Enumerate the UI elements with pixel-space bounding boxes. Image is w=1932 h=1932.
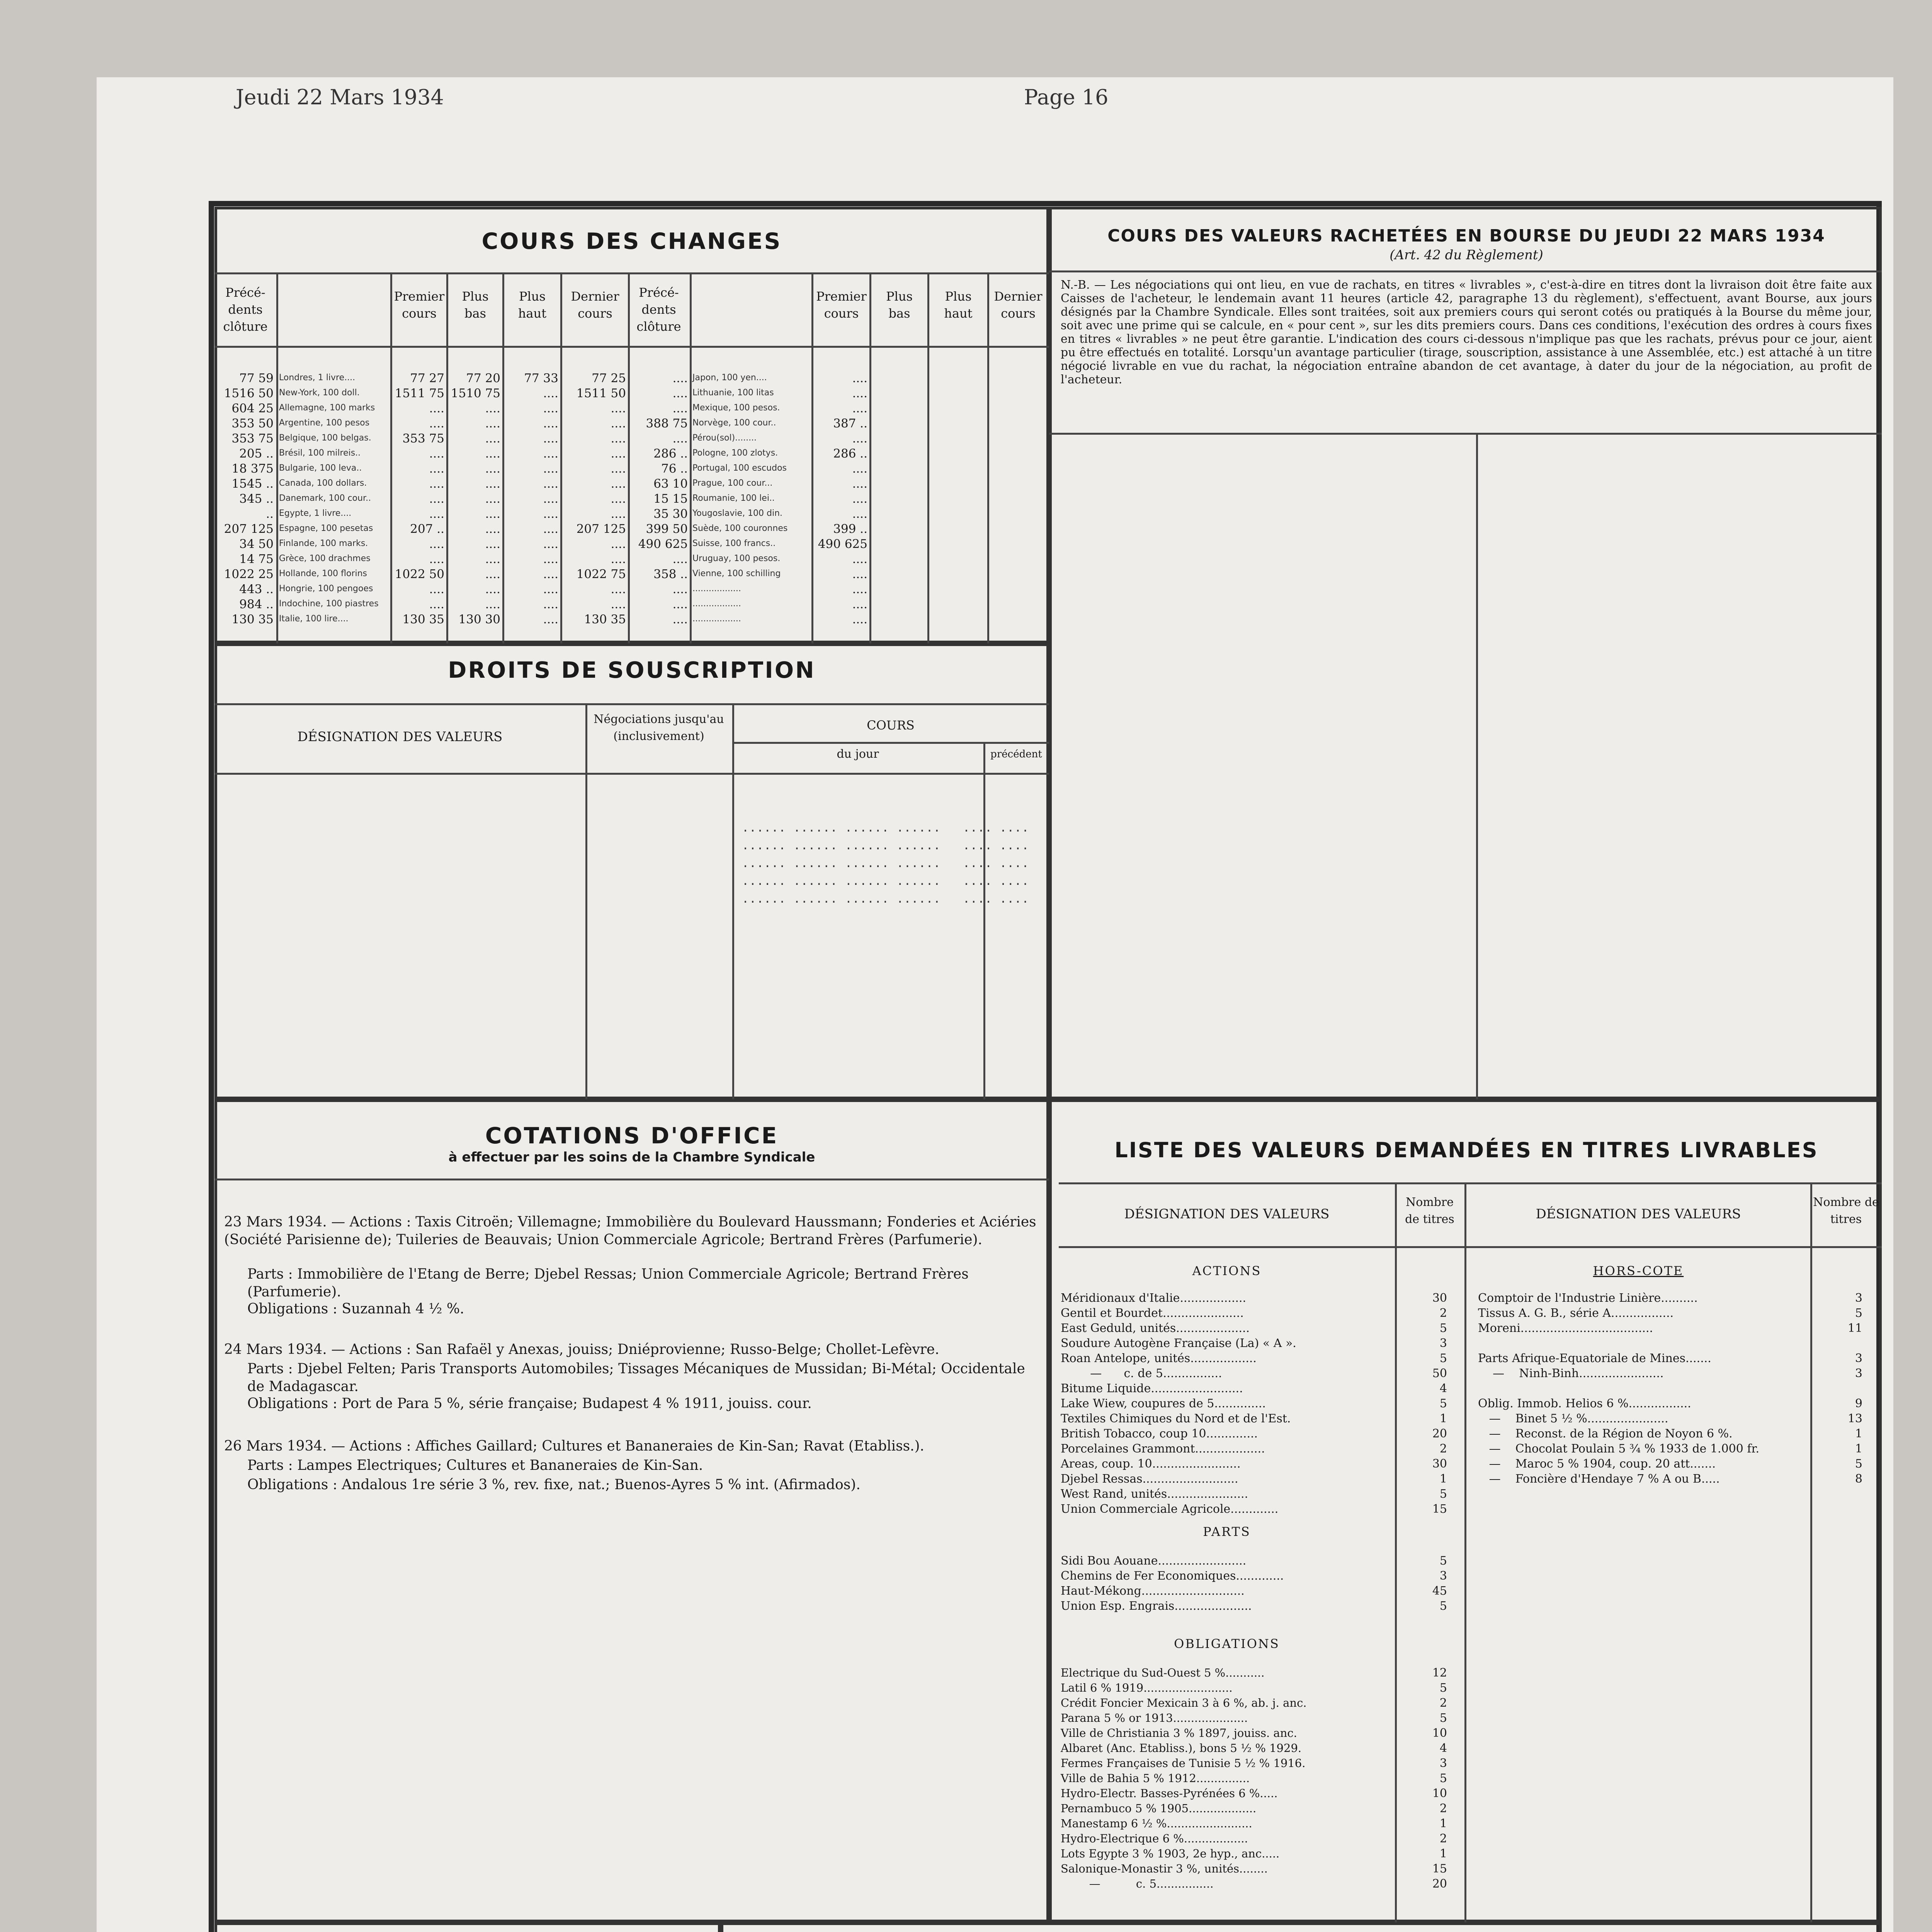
liste-hors-names: Comptoir de l'Industrie Linière.......... Tissus A. G. B., série A................. Moreni.................................... Parts Afrique-Equatoriale de Mines....... — Ninh-Binh....................... Oblig. Immob. Helios 6 %................. — Binet 5 ½ %...................... — Reconst. de la Région de Noyon 6 %. — Chocolat Poulain 5 ¾ % 1933 de 1.000 fr. — Maroc 5 % 1904, coup. 20 att....... — Foncière d'Hendaye 7 % A ou B.....: [1478, 1291, 1760, 1486]
liste-sec-actions: ACTIONS: [1192, 1264, 1262, 1278]
changes-col-low: Plus bas: [462, 289, 489, 321]
rachetees-note: N.-B. — Les négociations qui ont lieu, en vue de rachats, en titres « livrables », c'est-à-dire en titres dont la livraison doit être faite aux Caisses de l'acheteur, le lendemain avant 11 heures (article 42, paragraphe 13 du règlement), s'effectuent, avant Bourse, aux jours désignés par la Chambre Syndicale. Elles sont traitées, soit aux premiers cours qui seront cotés ou pratiqués à la Bourse du même jour, soit avec une prime qui se calcule, en « pour cent », sur les dits premiers cours. Dans ces conditions, l'exécution des ordres à cours fixes en titres « livrables » ne peut être garantie. L'indication des cours ci-dessous n'implique pas que les rachats, prévus pour ce jour, aient pu être effectués en totalité. Lorsqu'un avantage particulier (tirage, souscription, assistance à une Assemblée, etc.) est attaché à un titre négocié livrable en vue du rachat, la négociation entraîne abandon de cet avantage, à dater du jour de la négociation, au profit de l'acheteur.: [1061, 278, 1872, 386]
droits-col-cours: COURS: [867, 718, 915, 733]
liste-title: LISTE DES VALEURS DEMANDÉES EN TITRES LIVRABLES: [1114, 1138, 1818, 1162]
droits-col-jour: du jour: [837, 747, 879, 761]
droits-col-nego: Négociations jusqu'au (inclusivement): [594, 713, 724, 743]
changes-first-right: .... .... .... 387 .. .... 286 .. .... .... .... .... 399 .. 490 625 .... .... .... .... ....: [818, 371, 867, 626]
offertes-box: [721, 1922, 1882, 1932]
rachetees-subtitle: (Art. 42 du Règlement): [1389, 247, 1543, 263]
changes-col-last: Dernier cours: [571, 289, 619, 321]
cotations-title: COTATIONS D'OFFICE: [485, 1122, 779, 1149]
liste-oblig-vals: 12 5 2 5 10 4 3 5 10 2 1 2 1 15 20: [1432, 1666, 1447, 1891]
changes-col-low2: Plus bas: [886, 289, 913, 321]
rachetees-title: COURS DES VALEURS RACHETÉES EN BOURSE DU JEUDI 22 MARS 1934: [1107, 226, 1825, 246]
droits-col-designation: DÉSIGNATION DES VALEURS: [297, 729, 503, 745]
cotations-p4: 24 Mars 1934. — Actions : San Rafaël y Anexas, jouiss; Dniéprovienne; Russo-Belge; Chollet-Lefèvre.: [224, 1342, 939, 1357]
liste-col-desig-left: DÉSIGNATION DES VALEURS: [1124, 1206, 1330, 1222]
changes-names-right: Japon, 100 yen.... Lithuanie, 100 litas Mexique, 100 pesos. Norvège, 100 cour.. Pérou(sol)........ Pologne, 100 zlotys. Portugal, 100 escudos Prague, 100 cour... Roumanie, 100 lei.. Yougoslavie, 100 din. Suède, 100 couronnes Suisse, 100 francs.. Uruguay, 100 pesos. Vienne, 100 schilling .................. .................. ..................: [692, 373, 788, 624]
liste-actions-names: Méridionaux d'Italie.................. Gentil et Bourdet...................... East Geduld, unités.................... Soudure Autogène Française (La) « A ». Roan Antelope, unités.................. — c. de 5................ Bitume Liquide......................... Lake Wiew, coupures de 5.............. Textiles Chimiques du Nord et de l'Est. British Tobacco, coup 10.............. Porcelaines Grammont................... Areas, coup. 10........................ Djebel Ressas.......................... West Rand, unités...................... Union Commerciale Agricole.............: [1061, 1291, 1296, 1516]
header-page: Page 16: [1024, 85, 1109, 109]
cotations-subtitle: à effectuer par les soins de la Chambre Syndicale: [448, 1150, 815, 1165]
liste-sec-hors: HORS-COTE: [1593, 1264, 1684, 1278]
changes-last-left: 77 25 1511 50 .... .... .... .... .... .... .... .... 207 125 .... .... 1022 75 .... .... 130 35: [576, 371, 626, 626]
changes-prev-left: 77 59 1516 50 604 25 353 50 353 75 205 .. 18 375 1545 .. 345 .. .. 207 125 34 50 14 75 1022 25 443 .. 984 .. 130 35: [224, 371, 274, 626]
liste-sec-parts: PARTS: [1203, 1524, 1251, 1539]
changes-col-last2: Dernier cours: [994, 289, 1043, 321]
changes-col-first2: Premier cours: [816, 289, 867, 321]
changes-col-high: Plus haut: [518, 289, 547, 321]
liste-col-desig-right: DÉSIGNATION DES VALEURS: [1536, 1206, 1741, 1222]
cotations-p7: 26 Mars 1934. — Actions : Affiches Gaillard; Cultures et Bananeraies de Kin-San; Ravat (Etabliss.).: [224, 1438, 924, 1454]
changes-col-prev2: Précé- dents clôture: [636, 285, 681, 334]
cotations-p5: Parts : Djebel Felten; Paris Transports Automobiles; Tissages Mécaniques de Mussidan; Bi-Métal; Occidentale de Madagascar.: [247, 1361, 1025, 1395]
droits-col-prec: précédent: [990, 748, 1042, 760]
cotations-p6: Obligations : Port de Para 5 %, série française; Budapest 4 % 1911, jouiss. cour.: [247, 1396, 812, 1412]
cotations-p8: Parts : Lampes Electriques; Cultures et Bananeraies de Kin-San.: [247, 1458, 703, 1473]
liste-col-nombre-right: Nombre de titres: [1813, 1196, 1879, 1226]
changes-col-prev: Précé- dents clôture: [223, 285, 268, 334]
changes-col-first: Premier cours: [394, 289, 445, 321]
changes-high-left: 77 33 .... .... .... .... .... .... .... .... .... .... .... .... .... .... .... ....: [524, 371, 558, 626]
cotations-p3: Obligations : Suzannah 4 ½ %.: [247, 1301, 464, 1317]
liste-oblig-names: Electrique du Sud-Ouest 5 %........... Latil 6 % 1919......................... Crédit Foncier Mexicain 3 à 6 %, ab. j. anc. Parana 5 % or 1913..................... Ville de Christiania 3 % 1897, jouiss. anc. Albaret (Anc. Etabliss.), bons 5 ½ % 1929. Fermes Françaises de Tunisie 5 ½ % 1916. Ville de Bahia 5 % 1912............... Hydro-Electr. Basses-Pyrénées 6 %..... Pernambuco 5 % 1905................... Manestamp 6 ½ %........................ Hydro-Electrique 6 %.................. Lots Egypte 3 % 1903, 2e hyp., anc..... Salonique-Monastir 3 %, unités........ — c. 5................: [1061, 1666, 1307, 1890]
droits-title: DROITS DE SOUSCRIPTION: [448, 657, 816, 683]
changes-col-high2: Plus haut: [944, 289, 973, 321]
changes-title: COURS DES CHANGES: [481, 228, 782, 254]
liste-col-nombre-left: Nombre de titres: [1405, 1196, 1454, 1226]
header-date: Jeudi 22 Mars 1934: [236, 85, 444, 109]
rappels-box: [214, 1922, 721, 1932]
liste-hors-vals: 3 5 11 3 3 9 13 1 1 5 8: [1847, 1291, 1862, 1486]
cotations-p2: Parts : Immobilière de l'Etang de Berre; Djebel Ressas; Union Commerciale Agricole; Bertrand Frères (Parfumerie).: [247, 1266, 969, 1300]
changes-prev-right: .... .... .... 388 75 .... 286 .. 76 .. 63 10 15 15 35 30 399 50 490 625 .... 358 .. .... .... ....: [638, 371, 688, 626]
changes-first-left: 77 27 1511 75 .... .... 353 75 .... .... .... .... .... 207 .. .... .... 1022 50 .... .... 130 35: [395, 371, 444, 626]
cotations-p1: 23 Mars 1934. — Actions : Taxis Citroën; Villemagne; Immobilière du Boulevard Haussmann; Fonderies et Aciéries (Société Parisienne de); Tuileries de Beauvais; Union Commerciale Agricole; Bertrand Frères (Parfumerie).: [224, 1214, 1036, 1248]
droits-dots: ...... ...... ...... ...... .... .... ...... ...... ...... ...... .... .... ...... ...... ...... ...... .... .... ...... ...... ...... ...... .... .... ...... ...... ...... ...... .... ....: [742, 821, 1029, 906]
liste-actions-vals: 30 2 5 3 5 50 4 5 1 20 2 30 1 5 15: [1432, 1291, 1447, 1516]
changes-low-left: 77 20 1510 75 .... .... .... .... .... .... .... .... .... .... .... .... .... .... 130 30: [451, 371, 500, 626]
changes-names-left: Londres, 1 livre.... New-York, 100 doll. Allemagne, 100 marks Argentine, 100 pesos Belgique, 100 belgas. Brésil, 100 milreis.. Bulgarie, 100 leva.. Canada, 100 dollars. Danemark, 100 cour.. Egypte, 1 livre.... Espagne, 100 pesetas Finlande, 100 marks. Grèce, 100 drachmes Hollande, 100 florins Hongrie, 100 pengoes Indochine, 100 piastres Italie, 100 lire....: [279, 373, 379, 624]
cotations-p9: Obligations : Andalous 1re série 3 %, rev. fixe, nat.; Buenos-Ayres 5 % int. (Afirmados).: [247, 1477, 861, 1493]
liste-parts-names: Sidi Bou Aouane........................ Chemins de Fer Economiques............. Haut-Mékong............................ Union Esp. Engrais.....................: [1061, 1554, 1284, 1613]
liste-sec-oblig: OBLIGATIONS: [1174, 1636, 1280, 1651]
liste-parts-vals: 5 3 45 5: [1432, 1554, 1447, 1613]
